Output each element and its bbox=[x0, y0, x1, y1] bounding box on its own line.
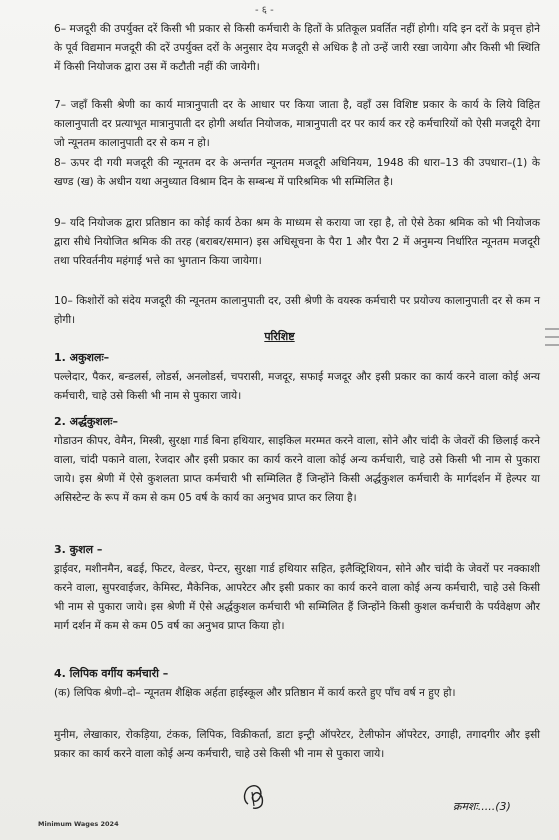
page-marker: - ६ - bbox=[255, 5, 274, 16]
signature-mark bbox=[238, 778, 272, 812]
section-text-semiskilled: गोडाउन कीपर, वेमैन, मिस्त्री, सुरक्षा गार्ड बिना हथियार, साइकिल मरम्मत करने वाला, सोने और चांदी के जेवरों की छिलाई करने वाला, चांदी पकाने वाला, रेजदार और इसी प्रकार का कार्य करने वाला कोई अन्य कर्मचारी, चाहे उसे किसी भी नाम से पुकारा जाये। इस श्रेणी में ऐसे कुशलता प्राप्त कर्मचारी भी सम्मिलित हैं जिन्होंने किसी अर्द्धकुशल कर्मचारी के मार्गदर्शन में हेल्पर या असिस्टेन्ट के रूप में कम से कम 05 वर्ष के कार्य का अनुभव प्राप्त कर लिया है। bbox=[54, 435, 540, 504]
section-text-clerical-list: मुनीम, लेखाकार, रोकड़िया, टंकक, लिपिक, विक्रीकर्ता, डाटा इन्ट्री ऑपरेटर, टेलीफोन ऑपरेटर, उगाही, तगादगीर और इसी प्रकार का कार्य करने वाला कोई अन्य कर्मचारी, चाहे उसे किसी भी नाम से पुकारा जाये। bbox=[54, 729, 540, 760]
footer-label: Minimum Wages 2024 bbox=[38, 820, 119, 828]
section-heading-skilled: 3. कुशल – bbox=[54, 543, 103, 556]
paragraph-6: 6– मजदूरी की उपर्युक्त दरें किसी भी प्रकार से किसी कर्मचारी के हितों के प्रतिकूल प्रवर्तित नहीं होगी। यदि इन दरों के प्रवृत्त होने के पूर्व विद्यमान मजदूरी की दरें उपर्युक्त दरों के अनुसार देय मजदूरी से अधिक है तो उन्हें जारी रखा जायेगा और किसी भी स्थिति में किसी नियोजक द्वारा उस में कटौती नहीं की जायेगी। bbox=[54, 23, 540, 73]
paragraph-8: 8– ऊपर दी गयी मजदूरी की न्यूनतम दर के अन्तर्गत न्यूनतम मजदूरी अधिनियम, 1948 की धारा–13 की उपधारा–(1) के खण्ड (ख) के अधीन यथा अनुध्यात विश्राम दिन के सम्बन्ध में पारिश्रमिक भी सम्मिलित है। bbox=[54, 157, 540, 188]
section-heading-unskilled: 1. अकुशलः– bbox=[54, 351, 110, 364]
section-text-unskilled: पल्लेदार, पैकर, बन्डलर्स, लोडर्स, अनलोडर्स, चपरासी, मजदूर, सफाई मजदूर और इसी प्रकार का कार्य करने वाला कोई अन्य कर्मचारी, चाहे उसे किसी भी नाम से पुकारा जाये। bbox=[54, 371, 540, 402]
annex-title: परिशिष्ट bbox=[264, 330, 295, 343]
section-heading-semiskilled: 2. अर्द्धकुशलः– bbox=[54, 415, 118, 428]
paragraph-7: 7– जहाँ किसी श्रेणी का कार्य मात्रानुपाती दर के आधार पर किया जाता है, वहाँ उस विशिष्ट प्रकार के कार्य के लिये विहित कालानुपाती दर प्रत्याभूत मात्रानुपाती दर होगी अर्थात नियोजक, मात्रानुपाती दर पर कार्य कर रहे कर्मचारियों को ऐसी मजदूरी देगा जो न्यूनतम कालानुपाती दर से कम न हो। bbox=[54, 99, 540, 149]
page-edge-marks bbox=[545, 322, 559, 352]
paragraph-9: 9– यदि नियोजक द्वारा प्रतिष्ठान का कोई कार्य ठेका श्रम के माध्यम से कराया जा रहा है, तो ऐसे ठेका श्रमिक को भी नियोजक द्वारा सीधे नियोजित श्रमिक की तरह (बराबर/समान) इस अधिसूचना के पैरा 1 और पैरा 2 में अनुमन्य निर्धारित न्यूनतम मजदूरी तथा परिवर्तनीय महंगाई भत्ते का भुगतान किया जायेगा। bbox=[54, 217, 540, 267]
section-heading-clerical: 4. लिपिक वर्गीय कर्मचारी – bbox=[54, 667, 169, 680]
continued-page-ref: क्रमशः.....(3) bbox=[453, 800, 511, 813]
paragraph-10: 10– किशोरों को संदेय मजदूरी की न्यूनतम कालानुपाती दर, उसी श्रेणी के वयस्क कर्मचारी पर प्रयोज्य कालानुपाती दर से कम न होगी। bbox=[54, 295, 540, 326]
section-text-clerical-a: (क) लिपिक श्रेणी–दो– न्यूनतम शैक्षिक अर्हता हाईस्कूल और प्रतिष्ठान में कार्य करते हुए पाँच वर्ष न हुए हो। bbox=[54, 687, 456, 699]
section-text-skilled: ड्राईवर, मशीनमैन, बढई, फिटर, वेल्डर, पेन्टर, सुरक्षा गार्ड हथियार सहित, इलैक्ट्रिशियन, सोने और चांदी के जेवरों पर नक्काशी करने वाला, सुपरवाईजर, केमिस्ट, मैकेनिक, आपरेटर और इसी प्रकार का कार्य करने वाला कोई अन्य कर्मचारी, चाहे उसे किसी भी नाम से पुकारा जाये। इस श्रेणी में ऐसे अर्द्धकुशल कर्मचारी भी सम्मिलित हैं जिन्होंने किसी कुशल कर्मचारी के पर्यवेक्षण और मार्ग दर्शन में कम से कम 05 वर्ष का अनुभव प्राप्त किया हो। bbox=[54, 563, 540, 632]
